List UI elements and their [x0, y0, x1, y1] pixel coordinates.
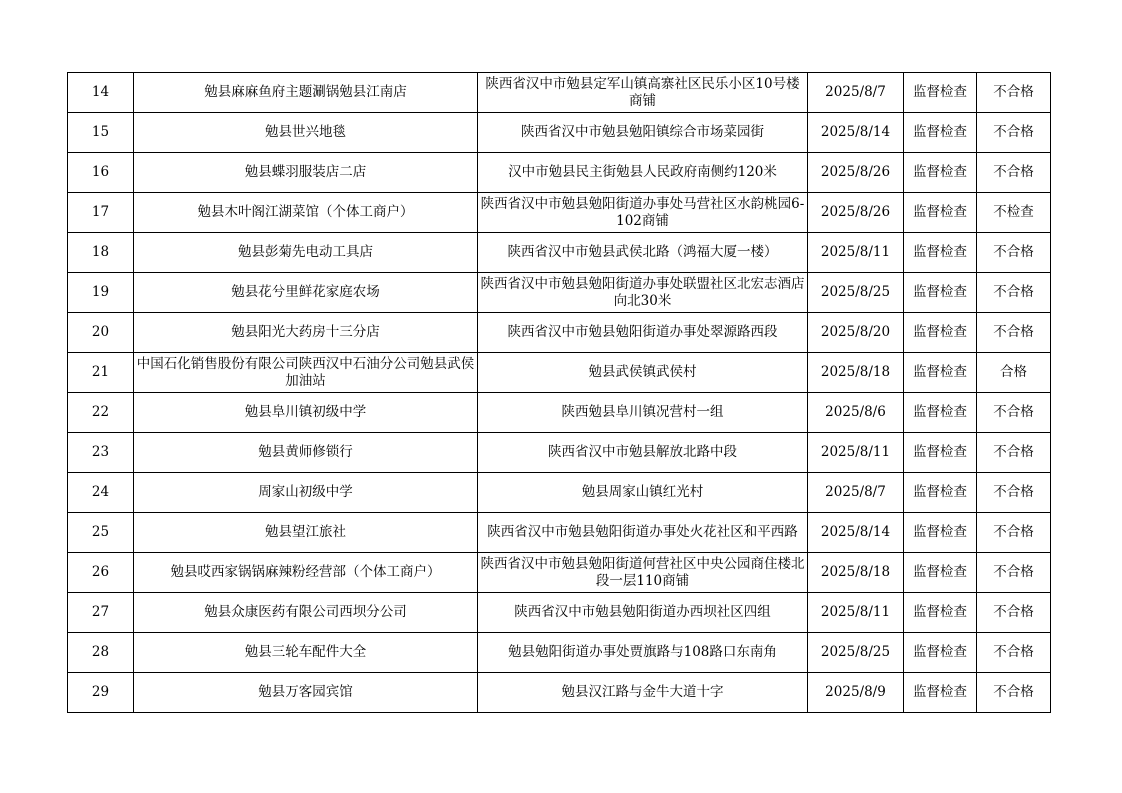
table-row — [68, 273, 1051, 313]
table-row — [68, 393, 1051, 433]
inspection-type-cell: 监督检查 — [904, 353, 977, 393]
business-name-cell: 勉县花兮里鲜花家庭农场 — [134, 273, 478, 313]
inspection-result-cell: 合格 — [977, 353, 1051, 393]
address-cell: 汉中市勉县民主街勉县人民政府南侧约120米 — [478, 153, 808, 193]
inspection-date-cell: 2025/8/18 — [808, 553, 904, 593]
inspection-type-cell: 监督检查 — [904, 393, 977, 433]
inspection-type-cell: 监督检查 — [904, 113, 977, 153]
inspection-date-cell: 2025/8/9 — [808, 673, 904, 713]
table-row — [68, 473, 1051, 513]
business-name-cell: 勉县麻麻鱼府主题涮锅勉县江南店 — [134, 73, 478, 113]
business-name-cell: 勉县黄师修锁行 — [134, 433, 478, 473]
inspection-type-cell: 监督检查 — [904, 513, 977, 553]
inspection-date-cell: 2025/8/26 — [808, 153, 904, 193]
business-name-cell: 勉县阳光大药房十三分店 — [134, 313, 478, 353]
business-name-cell: 勉县蝶羽服装店二店 — [134, 153, 478, 193]
business-name-cell: 勉县阜川镇初级中学 — [134, 393, 478, 433]
inspection-date-cell: 2025/8/6 — [808, 393, 904, 433]
address-cell: 勉县勉阳街道办事处贾旗路与108路口东南角 — [478, 633, 808, 673]
address-cell: 陕西省汉中市勉县勉阳街道办西坝社区四组 — [478, 593, 808, 633]
inspection-result-cell: 不合格 — [977, 153, 1051, 193]
inspection-result-cell: 不合格 — [977, 513, 1051, 553]
business-name-cell: 周家山初级中学 — [134, 473, 478, 513]
inspection-date-cell: 2025/8/11 — [808, 233, 904, 273]
row-number-cell: 26 — [68, 553, 134, 593]
inspection-date-cell: 2025/8/14 — [808, 113, 904, 153]
inspection-result-cell: 不检查 — [977, 193, 1051, 233]
inspection-result-cell: 不合格 — [977, 473, 1051, 513]
inspection-result-cell: 不合格 — [977, 593, 1051, 633]
inspection-date-cell: 2025/8/14 — [808, 513, 904, 553]
inspection-result-cell: 不合格 — [977, 313, 1051, 353]
business-name-cell: 勉县木叶阁江湖菜馆（个体工商户） — [134, 193, 478, 233]
row-number-cell: 24 — [68, 473, 134, 513]
inspection-date-cell: 2025/8/25 — [808, 633, 904, 673]
inspection-result-cell: 不合格 — [977, 113, 1051, 153]
address-cell: 陕西省汉中市勉县勉阳镇综合市场菜园街 — [478, 113, 808, 153]
address-cell: 勉县武侯镇武侯村 — [478, 353, 808, 393]
row-number-cell: 18 — [68, 233, 134, 273]
inspection-result-cell: 不合格 — [977, 73, 1051, 113]
inspection-date-cell: 2025/8/26 — [808, 193, 904, 233]
address-cell: 陕西省汉中市勉县勉阳街道办事处马营社区水韵桃园6-102商铺 — [478, 193, 808, 233]
address-cell: 陕西省汉中市勉县定军山镇高寨社区民乐小区10号楼商铺 — [478, 73, 808, 113]
inspection-type-cell: 监督检查 — [904, 593, 977, 633]
table-row — [68, 673, 1051, 713]
business-name-cell: 勉县望江旅社 — [134, 513, 478, 553]
address-cell: 陕西勉县阜川镇况营村一组 — [478, 393, 808, 433]
row-number-cell: 15 — [68, 113, 134, 153]
inspection-type-cell: 监督检查 — [904, 233, 977, 273]
table-row — [68, 513, 1051, 553]
inspection-result-cell: 不合格 — [977, 633, 1051, 673]
table-row — [68, 193, 1051, 233]
row-number-cell: 25 — [68, 513, 134, 553]
row-number-cell: 22 — [68, 393, 134, 433]
inspection-type-cell: 监督检查 — [904, 633, 977, 673]
inspection-type-cell: 监督检查 — [904, 433, 977, 473]
inspection-date-cell: 2025/8/7 — [808, 73, 904, 113]
inspection-date-cell: 2025/8/11 — [808, 433, 904, 473]
business-name-cell: 勉县万客园宾馆 — [134, 673, 478, 713]
table-row — [68, 353, 1051, 393]
address-cell: 陕西省汉中市勉县勉阳街道何营社区中央公园商住楼北段一层110商铺 — [478, 553, 808, 593]
business-name-cell: 勉县哎西家锅锅麻辣粉经营部（个体工商户） — [134, 553, 478, 593]
row-number-cell: 21 — [68, 353, 134, 393]
row-number-cell: 16 — [68, 153, 134, 193]
business-name-cell: 勉县彭菊先电动工具店 — [134, 233, 478, 273]
inspection-type-cell: 监督检查 — [904, 473, 977, 513]
inspection-result-cell: 不合格 — [977, 393, 1051, 433]
table-row — [68, 153, 1051, 193]
row-number-cell: 20 — [68, 313, 134, 353]
inspection-type-cell: 监督检查 — [904, 193, 977, 233]
table-row — [68, 433, 1051, 473]
address-cell: 勉县汉江路与金牛大道十字 — [478, 673, 808, 713]
inspection-type-cell: 监督检查 — [904, 73, 977, 113]
table-row — [68, 553, 1051, 593]
inspection-date-cell: 2025/8/25 — [808, 273, 904, 313]
address-cell: 勉县周家山镇红光村 — [478, 473, 808, 513]
address-cell: 陕西省汉中市勉县勉阳街道办事处火花社区和平西路 — [478, 513, 808, 553]
row-number-cell: 14 — [68, 73, 134, 113]
address-cell: 陕西省汉中市勉县勉阳街道办事处翠源路西段 — [478, 313, 808, 353]
inspection-result-cell: 不合格 — [977, 273, 1051, 313]
row-number-cell: 17 — [68, 193, 134, 233]
table-body — [68, 73, 1051, 713]
inspection-result-cell: 不合格 — [977, 233, 1051, 273]
inspection-type-cell: 监督检查 — [904, 153, 977, 193]
inspection-date-cell: 2025/8/20 — [808, 313, 904, 353]
table-row — [68, 593, 1051, 633]
inspection-type-cell: 监督检查 — [904, 673, 977, 713]
inspection-date-cell: 2025/8/18 — [808, 353, 904, 393]
business-name-cell: 勉县三轮车配件大全 — [134, 633, 478, 673]
table-row — [68, 233, 1051, 273]
table-row — [68, 633, 1051, 673]
inspection-result-cell: 不合格 — [977, 553, 1051, 593]
row-number-cell: 28 — [68, 633, 134, 673]
inspection-type-cell: 监督检查 — [904, 553, 977, 593]
address-cell: 陕西省汉中市勉县勉阳街道办事处联盟社区北宏志酒店向北30米 — [478, 273, 808, 313]
table-row — [68, 113, 1051, 153]
row-number-cell: 23 — [68, 433, 134, 473]
inspection-date-cell: 2025/8/7 — [808, 473, 904, 513]
address-cell: 陕西省汉中市勉县解放北路中段 — [478, 433, 808, 473]
row-number-cell: 29 — [68, 673, 134, 713]
address-cell: 陕西省汉中市勉县武侯北路（鸿福大厦一楼） — [478, 233, 808, 273]
row-number-cell: 19 — [68, 273, 134, 313]
inspection-type-cell: 监督检查 — [904, 313, 977, 353]
row-number-cell: 27 — [68, 593, 134, 633]
business-name-cell: 勉县众康医药有限公司西坝分公司 — [134, 593, 478, 633]
table-row — [68, 73, 1051, 113]
inspection-type-cell: 监督检查 — [904, 273, 977, 313]
table-row — [68, 313, 1051, 353]
inspection-table — [67, 72, 1051, 713]
inspection-result-cell: 不合格 — [977, 673, 1051, 713]
inspection-date-cell: 2025/8/11 — [808, 593, 904, 633]
business-name-cell: 中国石化销售股份有限公司陕西汉中石油分公司勉县武侯加油站 — [134, 353, 478, 393]
business-name-cell: 勉县世兴地毯 — [134, 113, 478, 153]
inspection-result-cell: 不合格 — [977, 433, 1051, 473]
